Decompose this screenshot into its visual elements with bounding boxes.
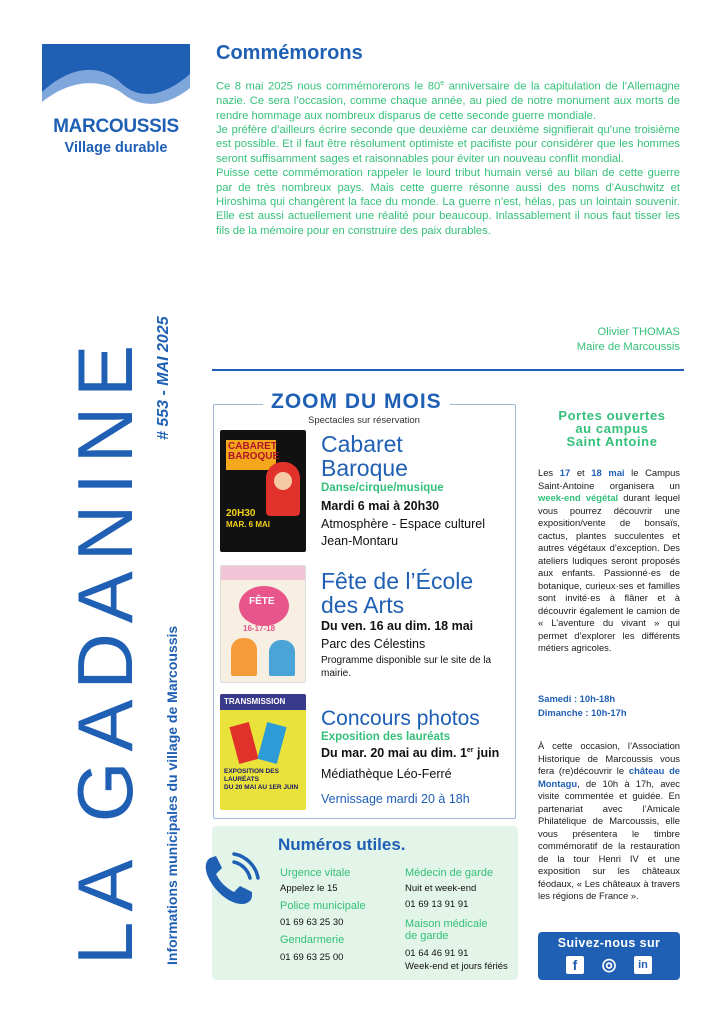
number-urgence-label: Urgence vitale [280, 867, 351, 879]
event-1-genre: Danse/cirque/musique [321, 482, 444, 494]
event-2-note: Programme disponible sur le site de la mairie. [321, 655, 492, 679]
edito-title: Commémorons [216, 42, 363, 64]
event-1-date: Mardi 6 mai à 20h30 [321, 499, 440, 513]
event-2-title: Fête de l’École des Arts [321, 568, 474, 618]
section-divider [212, 369, 684, 371]
event-3-genre: Exposition des lauréats [321, 731, 451, 743]
edito-paragraph-3: Puisse cette commémoration rappeler le lourd tribut humain versé au bilan de cette guerre par de très nombreux pays. Mais cette guerre résonne aussi des noms d’Auschwitz et Hiroshima qui changèrent la face du monde. La guerre n’est, hélas, pas un lointain souvenir. Elle est aussi actuellement une réalité pour beaucoup. Inlassablement il nous faut tisser les fils de la mémoire pour en construire des paix durables. [216, 167, 680, 237]
event-3-title: Concours photos [321, 707, 480, 730]
follow-us-title: Suivez-nous sur [557, 936, 661, 950]
concours-poster: TRANSMISSION EXPOSITION DES LAURÉATS DU 20 MAI AU 1ER JUIN [220, 694, 306, 810]
signature-name: Olivier THOMAS [597, 326, 680, 338]
event-1-title: Cabaret Baroque [321, 431, 408, 481]
signature-role: Maire de Marcoussis [576, 341, 680, 353]
edito-body [216, 77, 680, 238]
marcoussis-logo [42, 44, 190, 164]
linkedin-icon[interactable]: in [634, 956, 652, 974]
event-3-date: Du mar. 20 mai au dim. 1er juin [321, 746, 500, 760]
event-3-vernissage: Vernissage mardi 20 à 18h [321, 792, 470, 806]
portes-ouvertes-title: Portes ouvertes au campus Saint Antoine [558, 408, 666, 449]
follow-us-box [538, 932, 680, 980]
montagu-body: À cette occasion, l’Association Historique de Marcoussis vous fera (re)découvrir le château de Montagu, de 10h à 17h, avec visite commentée et guidée. En partenariat avec l’Amicale Philatélique de Marcoussis, elle vous présentera le timbre commémoratif de la restauration de la tour Henri IV et une exposition sur les châteaux féodaux, « Les châteaux à travers les régions de France ». [538, 740, 681, 901]
fete-poster: FÊTE 16-17-18 [220, 565, 306, 683]
facebook-icon[interactable]: f [566, 956, 584, 974]
event-3-place: Médiathèque Léo-Ferré [321, 767, 452, 781]
logo-subtitle: Village durable [64, 140, 168, 156]
portes-ouvertes-body: Les 17 et 18 mai le Campus Saint-Antoine organisera un week-end végétal durant lequel vous pourrez découvrir une exposition/vente de bonsaïs, cactus, plantes succulentes et autres végétaux d’exception. Des ateliers ludiques seront proposés aux enfants. Passionné·es de botanique, curieux·ses et familles sont invité·es à flâner et à découvrir également le camion de « L’aventure du vivant » qui permet d’explorer les différents métiers agricoles. [538, 467, 680, 653]
phone-icon [200, 852, 262, 908]
logo-wave-icon [42, 44, 190, 114]
logo-title: MARCOUSSIS [53, 116, 179, 137]
event-1-place: Atmosphère - Espace culturel Jean-Montaru [321, 517, 485, 548]
number-police-value: 01 69 63 25 30 [280, 917, 344, 928]
number-maison-label: Maison médicale de garde [405, 918, 488, 942]
number-police-label: Police municipale [280, 900, 366, 912]
edito-paragraph-1: Ce 8 mai 2025 nous commémorerons le 80e anniversaire de la capitulation de l’Allemagne nazie. Ce sera l’occasion, comme chaque année, au pied de notre monument aux morts de rendre hommage aux nombreux disparus de cette seconde guerre mondiale. [216, 80, 680, 122]
instagram-icon[interactable]: ◎ [601, 955, 617, 974]
issue-number: # 553 - MAI 2025 [155, 316, 172, 440]
event-2-date: Du ven. 16 au dim. 18 mai [321, 619, 474, 633]
number-medecin-note: Nuit et week-end [405, 883, 477, 894]
newsletter-tagline: Informations municipales du village de Marcoussis [164, 625, 180, 965]
number-maison-value: 01 64 46 91 91 [405, 948, 469, 959]
number-medecin-label: Médecin de garde [405, 867, 494, 879]
useful-numbers-title: Numéros utiles. [278, 835, 406, 854]
edito-paragraph-2: Je préfère d’ailleurs écrire seconde que deuxième car deuxième signifierait qu’une troisième est possible. Et il faut être résolument optimiste et pacifiste pour considérer que les hommes seront suffisamment sages et raisonnables pour éviter un nouveau conflit mondial. [216, 123, 680, 165]
edito-signature [440, 325, 680, 355]
number-medecin-value: 01 69 13 91 91 [405, 899, 469, 910]
zoom-subtitle: Spectacles sur réservation [308, 415, 420, 426]
number-maison-note: Week-end et jours fériés [405, 961, 508, 972]
event-2-place: Parc des Célestins [321, 637, 426, 651]
number-gendarmerie-label: Gendarmerie [280, 934, 345, 946]
zoom-title: ZOOM DU MOIS [263, 390, 450, 414]
portes-ouvertes-hours: Samedi : 10h-18h Dimanche : 10h-17h [538, 693, 627, 718]
number-urgence-value: Appelez le 15 [280, 883, 338, 894]
cabaret-poster: CABARET BAROQUE 20H30 MAR. 6 MAI [220, 430, 306, 552]
newsletter-title: LA GADANINE [61, 334, 149, 965]
number-gendarmerie-value: 01 69 63 25 00 [280, 952, 344, 963]
